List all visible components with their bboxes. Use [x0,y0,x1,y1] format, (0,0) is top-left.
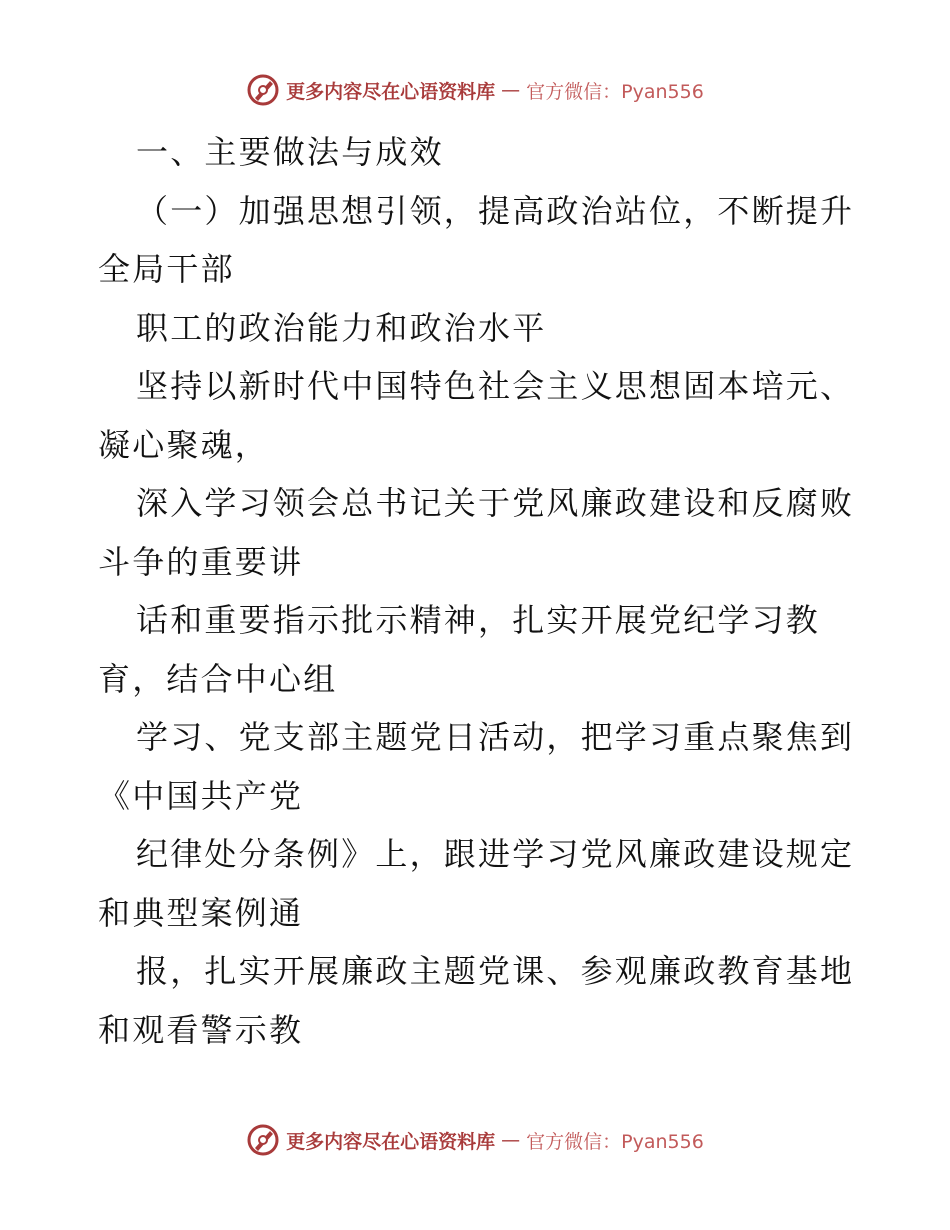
paragraph-line: 报，扎实开展廉政主题党课、参观廉政教育基地和观看警示教 [98,952,855,1049]
watermark-dash: — [501,1129,521,1151]
paragraph-line: 职工的政治能力和政治水平 [136,308,547,347]
watermark-dash: — [501,79,521,101]
pen-logo-icon [246,1123,280,1157]
watermark-banner-bottom [0,1120,950,1160]
subheading-1: （一）加强思想引领，提高政治站位，不断提升全局干部 [98,191,855,288]
paragraph-line: 话和重要指示批示精神，扎实开展党纪学习教育，结合中心组 [98,601,821,698]
watermark-wechat: 官方微信：Pyan556 [526,80,704,103]
document-body [98,123,858,1059]
paragraph-line: 深入学习领会总书记关于党风廉政建设和反腐败斗争的重要讲 [98,484,855,581]
pen-logo-icon [246,73,280,107]
watermark-text: 更多内容尽在心语资料库 [286,1130,496,1153]
watermark-text: 更多内容尽在心语资料库 [286,80,496,103]
paragraph-line: 纪律处分条例》上，跟进学习党风廉政建设规定和典型案例通 [98,835,855,932]
heading-section-1: 一、主要做法与成效 [136,133,444,171]
paragraph-line: 坚持以新时代中国特色社会主义思想固本培元、凝心聚魂， [98,367,855,464]
watermark-wechat: 官方微信：Pyan556 [526,1130,704,1153]
watermark-banner-top [0,70,950,110]
paragraph-line: 学习、党支部主题党日活动，把学习重点聚焦到《中国共产党 [98,718,855,815]
